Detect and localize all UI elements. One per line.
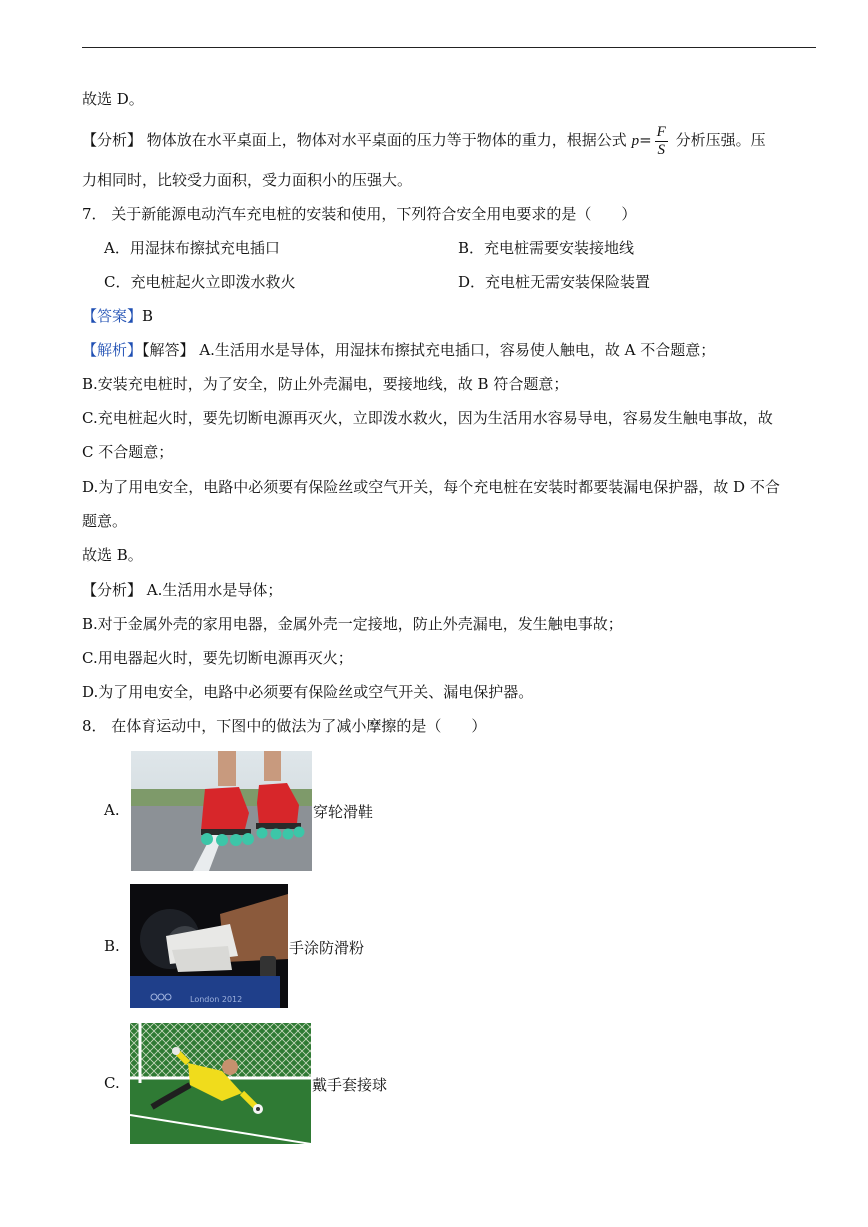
fraction-denominator: S — [657, 141, 665, 158]
q6-analysis-line2: 力相同时，比较受力面积，受力面积小的压强大。 — [82, 171, 413, 189]
q6-analysis — [82, 123, 766, 159]
q6-choice: 故选 D。 — [82, 90, 144, 108]
answer-tag: 【答案】 — [82, 307, 143, 325]
q7-option-c: C．充电桩起火立即泼水救火 — [104, 273, 296, 291]
solution-subtag: 【解答】 — [142, 341, 195, 359]
header-rule — [82, 47, 816, 48]
q7-solution-line-2: B.安装充电桩时，为了安全，防止外壳漏电，要接地线，故 B 符合题意； — [82, 375, 569, 393]
solution-text: A.生活用水是导体，用湿抹布擦拭充电插口，容易使人触电，故 A 不合题意； — [199, 341, 716, 359]
q8-option-b-text: 手涂防滑粉 — [289, 939, 365, 957]
q7-option-a: A．用湿抹布擦拭充电插口 — [104, 239, 280, 257]
goalkeeper-photo — [130, 1023, 311, 1144]
formula-p: p — [631, 133, 640, 149]
q7-solution-line-1 — [82, 339, 715, 361]
q7-solution-line-5: D.为了用电安全，电路中必须要有保险丝或空气开关，每个充电桩在安装时都要装漏电保护器，故 D 不合 — [82, 478, 780, 496]
q7-stem: 7． 关于新能源电动汽车充电桩的安装和使用，下列符合安全用电要求的是（ ） — [82, 205, 637, 223]
pressure-fraction — [655, 124, 668, 159]
q7-solution-line-3: C.充电桩起火时，要先切断电源再灭火，立即泼水救火，因为生活用水容易导电，容易发生触电事故，故 — [82, 409, 773, 427]
analysis-tag: 【分析】 — [82, 581, 143, 599]
answer-value: B — [142, 307, 154, 325]
q7-analysis-line-1 — [82, 579, 282, 601]
q7-analysis-line-3: C.用电器起火时，要先切断电源再灭火； — [82, 649, 353, 667]
london-2012-caption: London 2012 — [190, 995, 243, 1004]
q7-option-b: B．充电桩需要安装接地线 — [458, 239, 635, 257]
q8-option-b-label: B. — [104, 937, 120, 955]
q8-option-a-label: A. — [104, 801, 120, 819]
analysis-text: A.生活用水是导体； — [146, 581, 283, 599]
formula-eq: = — [639, 131, 652, 149]
q7-solution-line-4: C 不合题意； — [82, 443, 174, 461]
q7-solution-line-6: 题意。 — [82, 512, 128, 530]
q7-analysis-line-2: B.对于金属外壳的家用电器，金属外壳一定接地，防止外壳漏电，发生触电事故； — [82, 615, 623, 633]
roller-skates-photo — [131, 751, 312, 871]
analysis-tag: 【分析】 — [82, 131, 143, 149]
q8-option-c-label: C. — [104, 1074, 120, 1092]
q7-option-d: D．充电桩无需安装保险装置 — [458, 273, 651, 291]
q8-option-a-text: 穿轮滑鞋 — [313, 803, 374, 821]
analysis-text-end: 分析压强。压 — [675, 131, 766, 149]
q8-stem: 8． 在体育运动中，下图中的做法为了减小摩擦的是（ ） — [82, 717, 487, 735]
chalk-hands-photo — [130, 884, 288, 1008]
q7-answer — [82, 305, 153, 327]
solution-tag: 【解析】 — [82, 341, 143, 359]
q7-analysis-line-4: D.为了用电安全，电路中必须要有保险丝或空气开关、漏电保护器。 — [82, 683, 534, 701]
q7-solution-line-7: 故选 B。 — [82, 546, 143, 564]
q8-option-c-text: 戴手套接球 — [312, 1076, 388, 1094]
fraction-numerator: F — [656, 123, 666, 140]
analysis-text: 物体放在水平桌面上，物体对水平桌面的压力等于物体的重力，根据公式 — [146, 131, 627, 149]
